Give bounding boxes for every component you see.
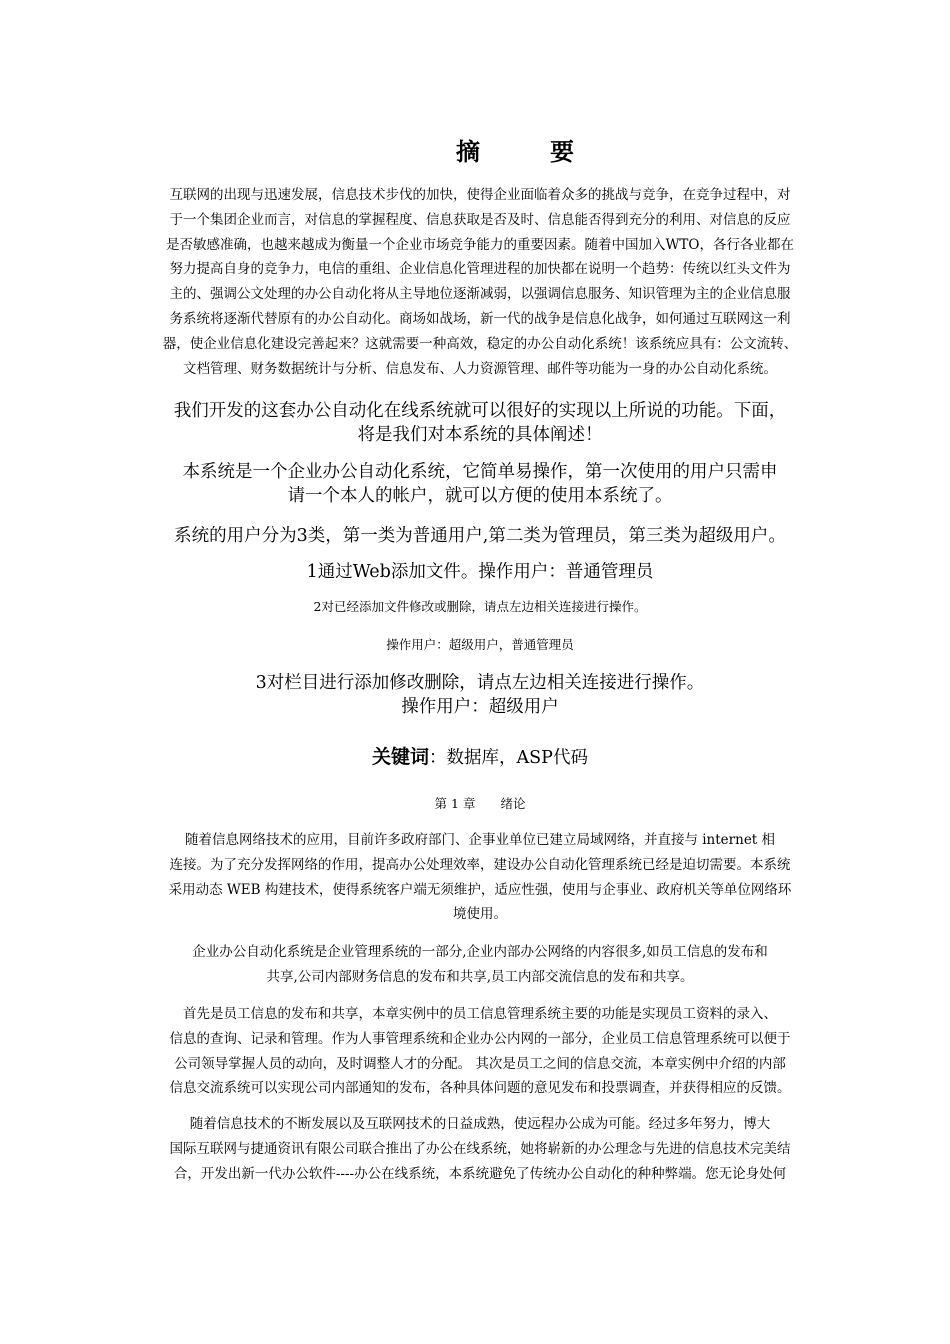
intro-paragraph-1 xyxy=(140,399,820,447)
function-line: 3对栏目进行添加修改删除，请点左边相关连接进行操作。 xyxy=(255,673,705,693)
keywords xyxy=(140,742,820,773)
body-line: 公司领导掌握人员的动向，及时调整人才的分配。 其次是员工之间的信息交流，本章实例中介绍的内部 xyxy=(174,1055,786,1072)
function-line: 操作用户：超级用户，普通管理员 xyxy=(386,637,574,652)
body-line: 首先是员工信息的发布和共享，本章实例中的员工信息管理系统主要的功能是实现员工资料的录入、 xyxy=(183,1006,777,1022)
abstract-line: 务系统将逐渐代替原有的办公自动化。商场如战场，新一代的战争是信息化战争，如何通过互联网这一利 xyxy=(169,310,791,327)
intro-line: 我们开发的这套办公自动化在线系统就可以很好的实现以上所说的功能。下面， xyxy=(173,401,787,421)
chapter-heading: 第 1 章 绪论 xyxy=(434,796,526,811)
body-line: 合，开发出新一代办公软件----办公在线系统，本系统避免了传统办公自动化的种种弊端。您无论身处何 xyxy=(173,1165,787,1182)
abstract-line: 于一个集团企业而言，对信息的掌握程度、信息获取是否及时、信息能否得到充分的利用、对信息的反应 xyxy=(169,211,791,228)
abstract-line: 是否敏感准确，也越来越成为衡量一个企业市场竞争能力的重要因素。随着中国加入WTO，各行各业都在 xyxy=(166,236,794,253)
keywords-colon: ： xyxy=(429,748,447,768)
body-line: 信息交流系统可以实现公司内部通知的发布，各种具体问题的意见发布和投票调查，并获得相应的反馈。 xyxy=(169,1080,791,1097)
body-line: 共享,公司内部财务信息的发布和共享,员工内部交流信息的发布和共享。 xyxy=(266,968,694,985)
chapter-paragraph-4 xyxy=(140,1112,820,1186)
function-item-1 xyxy=(140,560,820,584)
body-line: 随着信息技术的不断发展以及互联网技术的日益成熟，使远程办公成为可能。经过多年努力，博大 xyxy=(189,1116,771,1132)
chapter-paragraph-1 xyxy=(140,828,820,927)
chapter-paragraph-2 xyxy=(140,940,820,990)
intro-line: 系统的用户分为3类，第一类为普通用户,第二类为管理员，第三类为超级用户。 xyxy=(174,526,786,546)
abstract-paragraph xyxy=(140,183,820,381)
body-line: 随着信息网络技术的应用，目前许多政府部门、企事业单位已建立局域网络，并直接与 internet 相 xyxy=(184,832,776,848)
intro-line: 请一个本人的帐户，就可以方便的使用本系统了。 xyxy=(287,486,673,506)
function-line: 操作用户：超级用户 xyxy=(401,697,559,717)
abstract-title: 摘要 xyxy=(456,138,644,166)
function-item-3 xyxy=(140,671,820,719)
function-line: 2对已经添加文件修改或删除，请点左边相关连接进行操作。 xyxy=(313,599,647,614)
body-line: 企业办公自动化系统是企业管理系统的一部分,企业内部办公网络的内容很多,如员工信息的发布和 xyxy=(192,944,768,960)
function-item-2 xyxy=(140,595,820,619)
intro-line: 将是我们对本系统的具体阐述！ xyxy=(357,425,603,445)
body-line: 信息的查询、记录和管理。作为人事管理系统和企业办公内网的一部分，企业员工信息管理系统可以便于 xyxy=(169,1030,791,1047)
keywords-label: 关键词 xyxy=(372,746,430,768)
chapter-paragraph-3 xyxy=(140,1002,820,1101)
body-line: 国际互联网与捷通资讯有限公司联合推出了办公在线系统，她将崭新的办公理念与先进的信息技术完美结 xyxy=(169,1140,791,1157)
abstract-line: 文档管理、财务数据统计与分析、信息发布、人力资源管理、邮件等功能为一身的办公自动化系统。 xyxy=(183,360,777,377)
intro-paragraph-3 xyxy=(140,524,820,548)
intro-paragraph-2 xyxy=(140,460,820,508)
body-line: 境使用。 xyxy=(453,906,507,923)
abstract-line: 器，使企业信息化建设完善起来？这就需要一种高效，稳定的办公自动化系统！该系统应具有：公文流转、 xyxy=(162,335,798,352)
body-line: 连接。为了充分发挥网络的作用，提高办公处理效率，建设办公自动化管理系统已经是迫切需要。本系统 xyxy=(169,856,791,873)
keywords-value: 数据库，ASP代码 xyxy=(446,748,588,768)
abstract-line: 互联网的出现与迅速发展，信息技术步伐的加快，使得企业面临着众多的挑战与竞争，在竞争过程中，对 xyxy=(169,187,791,203)
function-line: 1通过Web添加文件。操作用户：普通管理员 xyxy=(306,562,654,582)
intro-line: 本系统是一个企业办公自动化系统，它简单易操作，第一次使用的用户只需申 xyxy=(182,462,778,482)
body-line: 采用动态 WEB 构建技术，使得系统客户端无须维护，适应性强，使用与企事业、政府机关等单位网络环 xyxy=(168,881,792,898)
abstract-line: 努力提高自身的竞争力，电信的重组、企业信息化管理进程的加快都在说明一个趋势：传统以红头文件为 xyxy=(169,261,791,278)
abstract-line: 主的、强调公文处理的办公自动化将从主导地位逐渐减弱，以强调信息服务、知识管理为主的企业信息服 xyxy=(169,286,791,303)
function-item-2-users xyxy=(140,633,820,657)
